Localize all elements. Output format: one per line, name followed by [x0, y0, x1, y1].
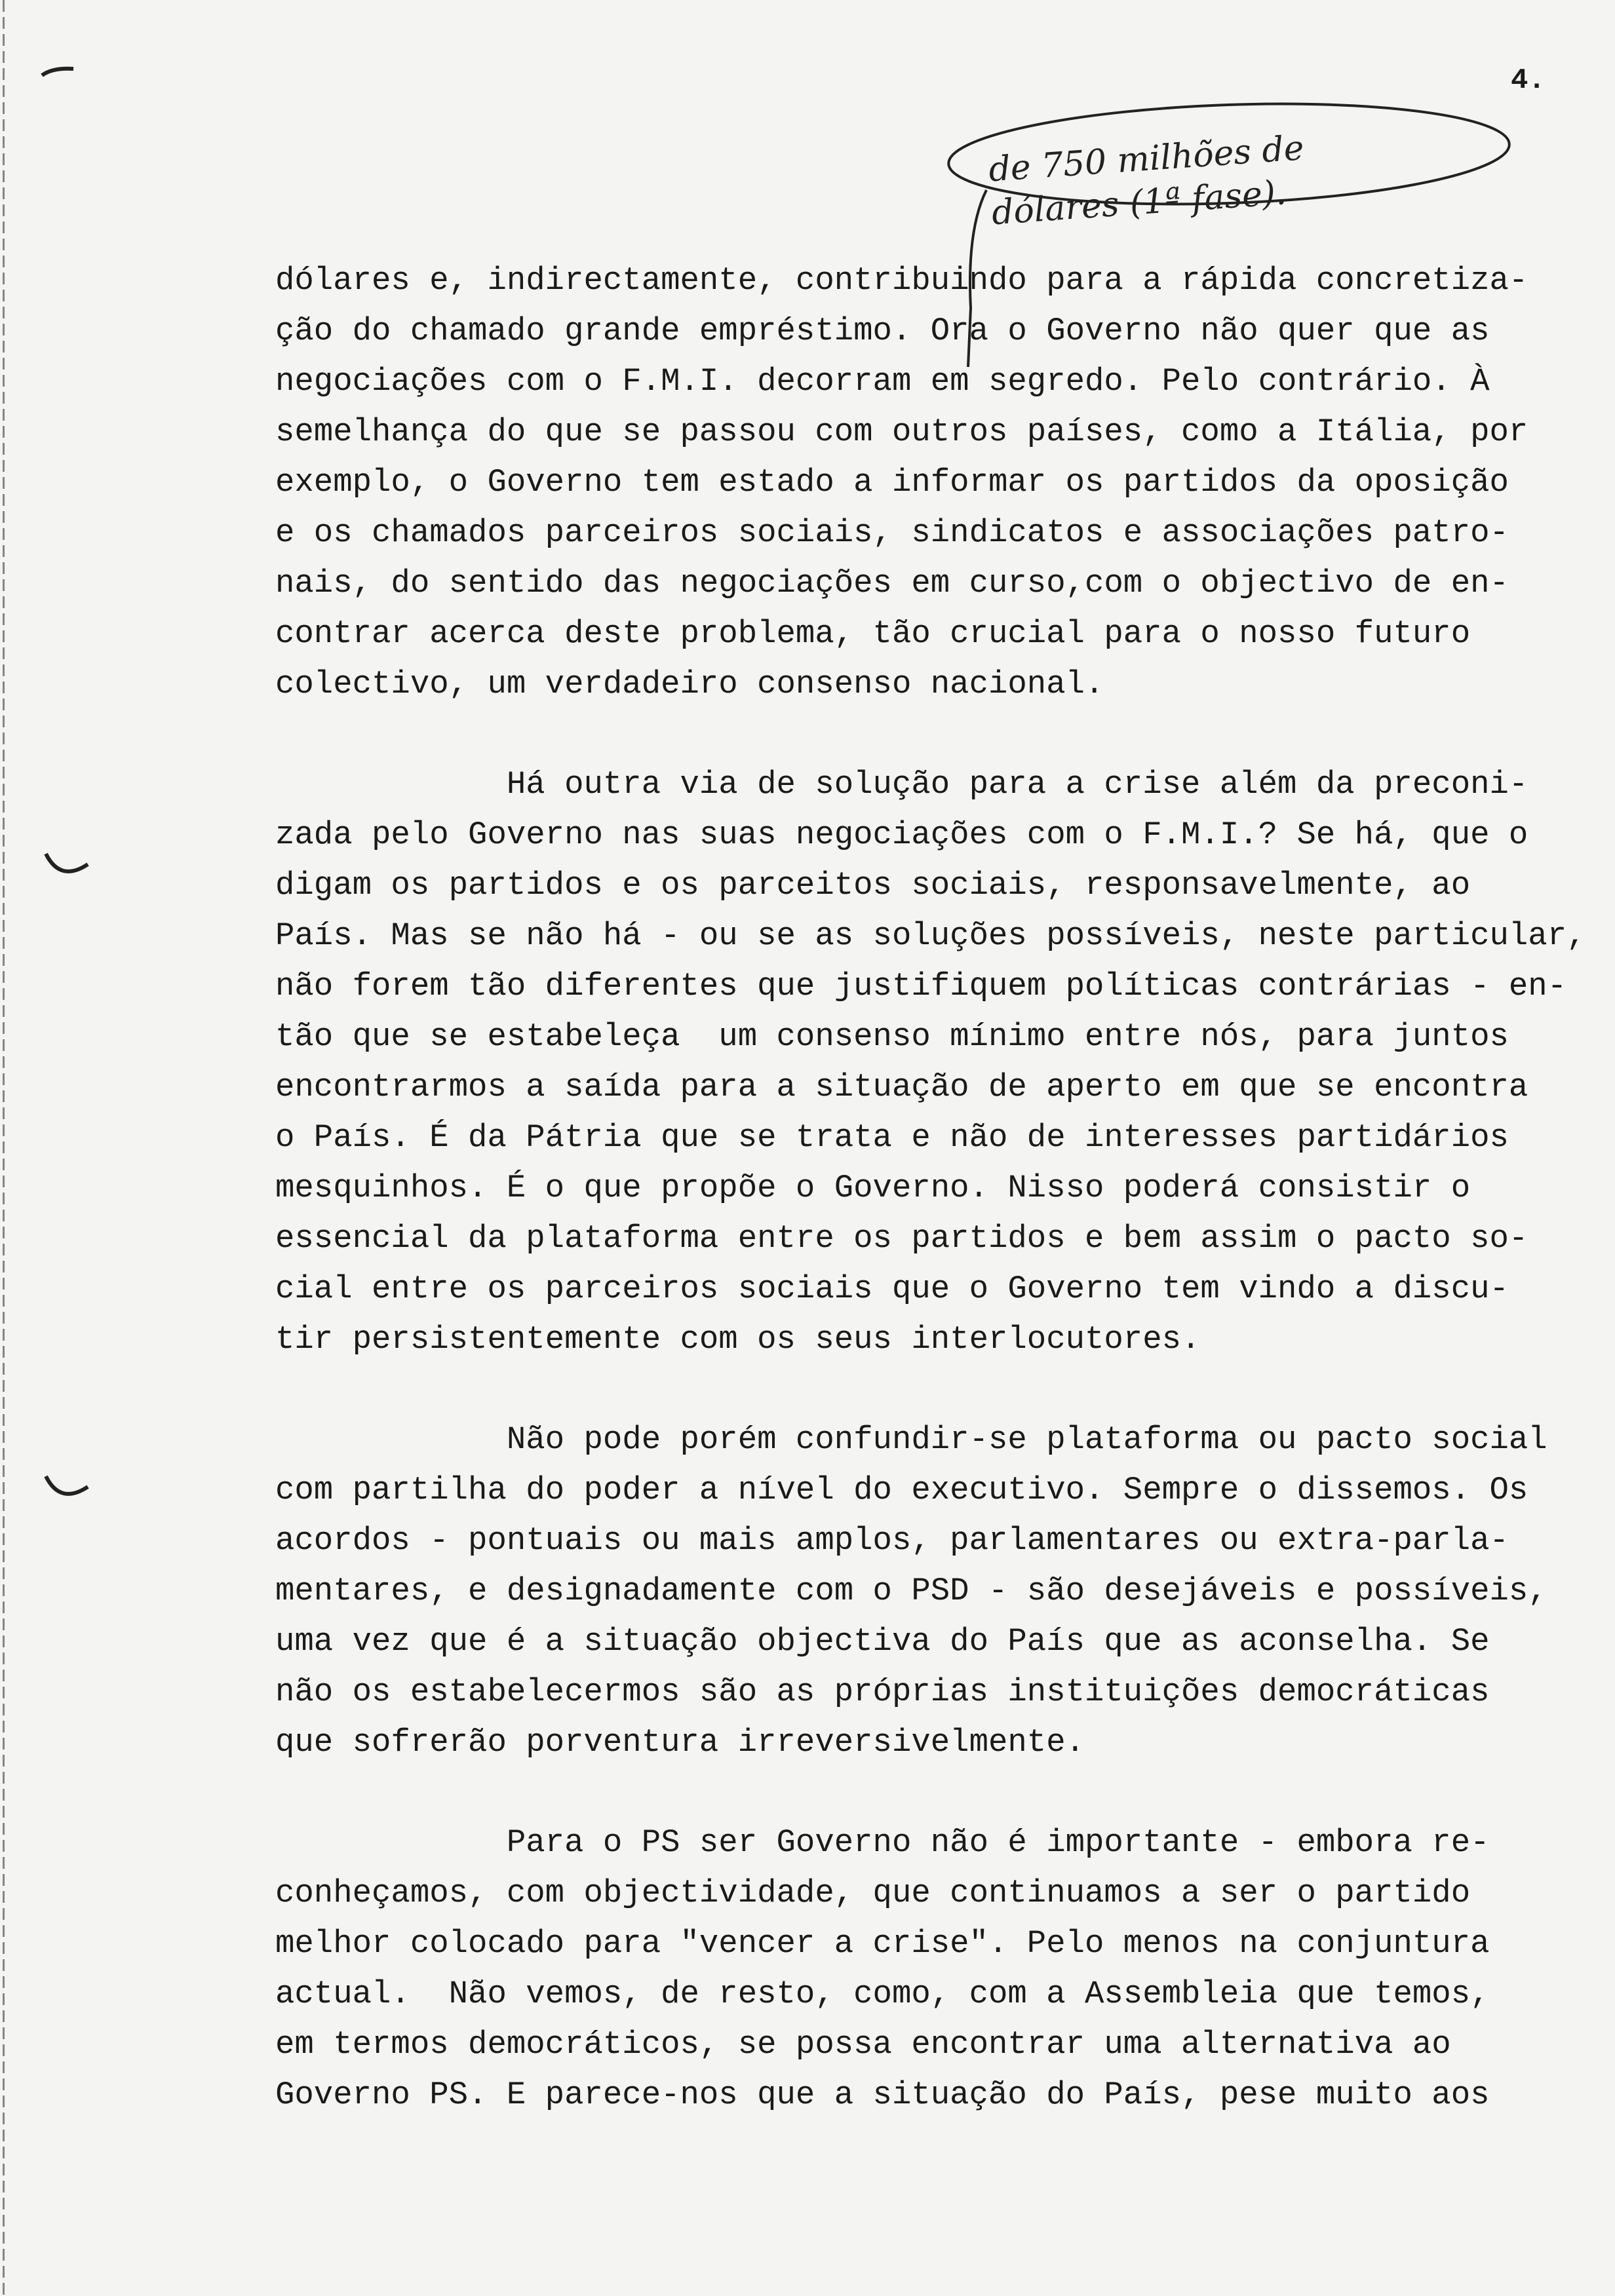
paragraph-2: Há outra via de solução para a crise além da preconi- zada pelo Governo nas suas negociações com o F.M.I.? Se há, que o digam os partidos e os parceitos sociais, responsavelmente, ao País. Mas se não há - ou se as soluções possíveis, neste particular, não forem tão diferentes que justifiquem políticas contrárias - en- tão que se estabeleça um consenso mínimo entre nós, para juntos encontrarmos a saída para a situação de aperto em que se encontra o País. É da Pátria que se trata e não de interesses partidários mesquinhos. É o que propõe o Governo. Nisso poderá consistir o essencial da plataforma entre os partidos e bem assim o pacto so- cial entre os parceiros sociais que o Governo tem vindo a discu- tir persistentemente com os seus interlocutores. [275, 766, 1586, 1358]
punch-hole-mark-bottom [41, 1471, 93, 1510]
annotation-line-1: de 750 milhões de [987, 128, 1306, 190]
corner-mark [39, 62, 79, 82]
document-body [275, 256, 1586, 2170]
page-number: 4. [1511, 64, 1546, 97]
annotation-line-2: dólares (1ª fase). [990, 173, 1288, 233]
punch-hole-mark-top [41, 849, 93, 888]
paragraph-3: Não pode porém confundir-se plataforma ou pacto social com partilha do poder a nível do executivo. Sempre o dissemos. Os acordos - pontuais ou mais amplos, parlamentares ou extra-parla- mentares, e designadamente com o PSD - são desejáveis e possíveis, uma vez que é a situação objectiva do País que as aconselha. Se não os estabelecermos são as próprias instituições democráticas que sofrerão porventura irreversivelmente. [275, 1421, 1547, 1761]
scan-left-edge [3, 0, 5, 2296]
paragraph-4: Para o PS ser Governo não é importante - embora re- conheçamos, com objectividade, que continuamos a ser o partido melhor colocado para "vencer a crise". Pelo menos na conjuntura actual. Não vemos, de resto, como, com a Assembleia que temos, em termos democráticos, se possa encontrar uma alternativa ao Governo PS. E parece-nos que a situação do País, pese muito aos [275, 1824, 1490, 2113]
paragraph-1: dólares e, indirectamente, contribuindo para a rápida concretiza- ção do chamado grande empréstimo. Ora o Governo não quer que as negociações com o F.M.I. decorram em segredo. Pelo contrário. À semelhança do que se passou com outros países, como a Itália, por exemplo, o Governo tem estado a informar os partidos da oposição e os chamados parceiros sociais, sindicatos e associações patro- nais, do sentido das negociações em curso,com o objectivo de en- contrar acerca deste problema, tão crucial para o nosso futuro colectivo, um verdadeiro consenso nacional. [275, 262, 1528, 702]
